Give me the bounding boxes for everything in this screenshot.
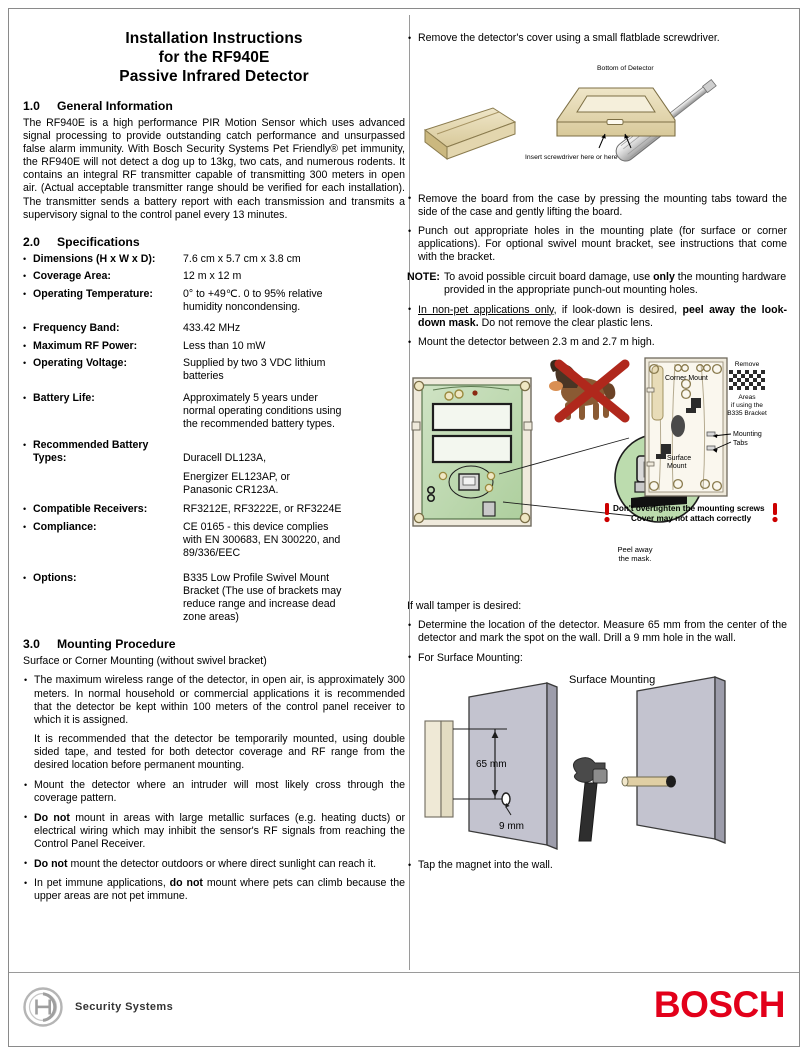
bullet-marker xyxy=(23,572,33,624)
spec-value-line: humidity noncondensing. xyxy=(183,301,301,314)
section-heading-mounting xyxy=(23,637,405,651)
spec-value-line: Energizer EL123AP, or xyxy=(183,470,290,483)
spec-label: Compliance: xyxy=(33,520,97,533)
bullet-marker xyxy=(23,340,33,353)
peel-away-label-line1: Peel away xyxy=(617,545,653,555)
emphasis: peel away the look-down mask. xyxy=(418,303,787,329)
spec-row xyxy=(23,503,405,516)
mounting-subhead: Surface or Corner Mounting (without swivel bracket) xyxy=(23,655,267,668)
right-column xyxy=(407,23,787,879)
list-item-text: mount the detector outdoors or where direct sunlight can reach it. xyxy=(67,857,377,870)
spec-value-line: CE 0165 - this device complies xyxy=(183,520,329,533)
svg-text:Areas: Areas xyxy=(738,394,756,402)
document-page xyxy=(8,8,800,1047)
mounting-bullet-list xyxy=(23,674,405,726)
list-item: • Mount the detector where an intruder will most likely cross through the coverage pattern. xyxy=(23,779,405,805)
spec-value-line: 0° to +49℃. 0 to 95% relative xyxy=(183,287,323,300)
spec-value-line: Approximately 5 years under xyxy=(183,391,318,404)
title-line-3: Passive Infrared Detector xyxy=(119,68,309,85)
list-item: • Mount the detector between 2.3 m and 2.7 m high. xyxy=(407,336,787,349)
spec-row xyxy=(23,357,405,383)
spec-value xyxy=(183,253,405,266)
page-footer xyxy=(9,972,799,1046)
spec-row xyxy=(23,270,405,283)
spec-value-line: normal operating conditions using xyxy=(183,404,342,417)
list-item: • The maximum wireless range of the detector, in open air, is approximately 300 meters. In normal household or commercial applications it is recommended that the detector be kept within 100 meters of the control panel receiver to which it is assigned. xyxy=(23,674,405,726)
underlined-text: In non-pet applications only xyxy=(418,303,554,316)
list-item xyxy=(23,812,405,851)
spec-label: Frequency Band: xyxy=(33,322,120,335)
board-plate-figure-svg xyxy=(407,356,787,596)
bullet-marker xyxy=(23,288,33,314)
figure-surface-mounting xyxy=(407,669,787,859)
spec-label: Compatible Receivers: xyxy=(33,503,148,516)
spec-value xyxy=(183,572,405,624)
spec-label: Operating Voltage: xyxy=(33,357,127,370)
spec-value-line: with EN 300683, EN 300220, and xyxy=(183,533,341,546)
spec-label: Operating Temperature: xyxy=(33,287,153,300)
spec-value-line: 12 m x 12 m xyxy=(183,270,242,283)
section-title: General Information xyxy=(57,99,173,113)
surface-mounting-figure-svg xyxy=(407,669,787,859)
spec-label: Recommended Battery Types: xyxy=(33,438,149,464)
spec-row xyxy=(23,288,405,314)
spec-value xyxy=(183,288,405,314)
bullet-marker xyxy=(23,392,33,431)
spec-value xyxy=(183,322,405,335)
emphasis: do not xyxy=(169,877,203,890)
spec-row xyxy=(23,253,405,266)
bullet-marker xyxy=(23,357,33,383)
board-removal-list xyxy=(407,193,787,265)
spec-value-line: 7.6 cm x 5.7 cm x 3.8 cm xyxy=(183,252,301,265)
spec-value-line: reduce range and increase dead xyxy=(183,598,336,611)
tamper-list xyxy=(407,619,787,665)
spec-label: Options: xyxy=(33,571,77,584)
spec-value-line: batteries xyxy=(183,370,224,383)
two-column-body xyxy=(9,9,799,974)
list-item-text: , if look-down is desired, xyxy=(553,303,683,316)
dimension-9mm: 9 mm xyxy=(499,821,524,833)
list-item-text: mount in areas with large metallic surfaces (e.g. heating ducts) or electrical wiring which may inhibit the sensor's RF signals from reaching the Control Panel Receiver. xyxy=(34,811,405,850)
spec-value-line: B335 Low Profile Swivel Mount xyxy=(183,571,330,584)
spec-label: Coverage Area: xyxy=(33,270,111,283)
list-item-text: In pet immune applications, xyxy=(34,877,170,890)
section-title: Specifications xyxy=(57,234,140,249)
spec-value xyxy=(183,270,405,283)
note-block xyxy=(407,271,787,297)
section-heading-general xyxy=(23,99,405,113)
list-item: • Punch out appropriate holes in the mounting plate (for surface or corner applications). For optional swivel mount bracket, see instructions that come with the bracket. xyxy=(407,225,787,264)
spec-value-line: Bracket (The use of brackets may xyxy=(183,585,342,598)
peel-away-label-line2: the mask. xyxy=(618,554,652,564)
list-item: • Determine the location of the detector. Measure 65 mm from the center of the detector and mark the spot on the wall. Drill a 9 mm hole in the wall. xyxy=(407,619,787,645)
svg-text:Tabs: Tabs xyxy=(733,440,748,448)
spec-value xyxy=(183,340,405,353)
list-item: • Tap the magnet into the wall. xyxy=(407,859,787,872)
bosch-logo-group xyxy=(23,987,173,1027)
section-number: 1.0 xyxy=(23,99,40,113)
list-item xyxy=(407,304,787,330)
spec-row xyxy=(23,572,405,624)
section-number: 2.0 xyxy=(23,234,40,249)
note-text xyxy=(441,271,787,297)
left-column xyxy=(23,23,405,910)
general-information-paragraph: The RF940E is a high performance PIR Motion Sensor which uses advanced signal processing to provide outstanding catch performance and unsurpassed false alarm immunity. With Bosch Security Systems Pet Friendly® pet immunity, the RF940E will not detect a dog up to 13kg, two cats, and numerous rodents. It contains an integral RF transmitter capable of transmitting 300 meters in open air. (Actual acceptable transmitter range should be verified for each installation). The transmitter sends a battery report with each transmission and transmits a supervisory signal to the control panel every 13 minutes. xyxy=(23,117,405,221)
spec-row xyxy=(23,521,405,560)
svg-text:B335 Bracket: B335 Bracket xyxy=(727,410,767,418)
page-title xyxy=(23,29,405,86)
figure-board-and-mounting-plate xyxy=(407,356,787,596)
bullet-marker xyxy=(23,503,33,516)
spec-value xyxy=(183,521,405,560)
spec-label: Battery Life: xyxy=(33,391,95,404)
bullet-marker xyxy=(23,253,33,266)
spec-value-line: 89/336/EEC xyxy=(183,546,241,559)
svg-text:Cover may not attach correctly: Cover may not attach correctly xyxy=(631,514,752,524)
list-item: • Remove the detector's cover using a small flatblade screwdriver. xyxy=(407,32,787,45)
list-item-text: Do not remove the clear plastic lens. xyxy=(478,316,653,329)
bullet-marker xyxy=(23,521,33,560)
spec-value-line: RF3212E, RF3222E, or RF3224E xyxy=(183,503,342,516)
cover-removal-list xyxy=(407,32,787,45)
svg-text:if using the: if using the xyxy=(731,402,763,410)
surface-mount-label-1: Surface xyxy=(667,455,692,463)
spec-row xyxy=(23,392,405,431)
spec-value-line: Panasonic CR123A. xyxy=(183,483,279,496)
spec-value-line: Duracell DL123A, xyxy=(183,451,267,464)
list-item xyxy=(23,877,405,903)
dimension-65mm: 65 mm xyxy=(476,759,507,771)
spec-value xyxy=(183,439,405,497)
spec-row xyxy=(23,439,405,497)
mounting-bullet-list-2 xyxy=(23,779,405,903)
section-number: 3.0 xyxy=(23,637,40,652)
list-item: • Remove the board from the case by pressing the mounting tabs toward the side of the case and gently lifting the board. xyxy=(407,193,787,219)
spec-row xyxy=(23,340,405,353)
magnet-list xyxy=(407,859,787,872)
note-text-part: To avoid possible circuit board damage, use xyxy=(444,271,654,284)
mounting-temporary-paragraph: It is recommended that the detector be temporarily mounted, using double sided tape, and tested for both detector coverage and RF range from the desired location before permanent mounting. xyxy=(34,733,405,772)
list-item-text: mount where pets can climb because the upper areas are not pet immune. xyxy=(34,877,406,903)
list-item xyxy=(23,858,405,871)
spec-value xyxy=(183,392,405,431)
note-label: NOTE: xyxy=(407,271,440,284)
emphasis: Do not xyxy=(34,811,70,824)
bosch-wordmark: BOSCH xyxy=(653,984,785,1025)
spec-row xyxy=(23,322,405,335)
lookdown-list xyxy=(407,304,787,350)
spec-value xyxy=(183,503,405,516)
svg-text:Don't overtighten the mounting: Don't overtighten the mounting screws xyxy=(613,504,765,514)
corner-mount-label: Corner Mount xyxy=(665,375,708,383)
emphasis: only xyxy=(653,271,675,284)
surface-mounting-title: Surface Mounting xyxy=(569,674,656,687)
title-line-1: Installation Instructions xyxy=(125,30,303,47)
section-heading-specifications xyxy=(23,235,405,249)
svg-text:Mounting: Mounting xyxy=(733,431,762,439)
svg-text:Insert screwdriver here or her: Insert screwdriver here or here xyxy=(525,153,618,161)
specifications-list xyxy=(23,253,405,625)
tamper-intro: If wall tamper is desired: xyxy=(407,600,522,613)
note-text-part: the mounting hardware provided in the appropriate punch-out mounting holes. xyxy=(444,271,787,297)
footer-logo-text: Security Systems xyxy=(75,1001,174,1013)
bullet-marker xyxy=(23,322,33,335)
figure-screwdriver-cover-removal xyxy=(407,52,787,197)
bosch-circle-logo-icon xyxy=(23,987,63,1027)
spec-value-line: 433.42 MHz xyxy=(183,322,241,335)
spec-value-line: Less than 10 mW xyxy=(183,339,266,352)
spec-label: Maximum RF Power: xyxy=(33,339,138,352)
emphasis: Do not xyxy=(34,857,68,870)
section-title: Mounting Procedure xyxy=(57,637,176,652)
spec-value-line: Supplied by two 3 VDC lithium xyxy=(183,357,326,370)
spec-value-line: zone areas) xyxy=(183,611,239,624)
bullet-marker xyxy=(23,270,33,283)
surface-mount-label-2: Mount xyxy=(667,463,687,471)
spec-value-line: the recommended battery types. xyxy=(183,417,335,430)
spec-value xyxy=(183,357,405,383)
svg-text:Bottom of Detector: Bottom of Detector xyxy=(597,64,654,72)
list-item: • For Surface Mounting: xyxy=(407,652,787,665)
spec-label: Dimensions (H x W x D): xyxy=(33,252,156,265)
bullet-marker xyxy=(23,439,33,497)
svg-text:Remove: Remove xyxy=(734,361,760,369)
title-line-2: for the RF940E xyxy=(158,49,270,66)
screwdriver-figure-svg xyxy=(407,52,787,197)
